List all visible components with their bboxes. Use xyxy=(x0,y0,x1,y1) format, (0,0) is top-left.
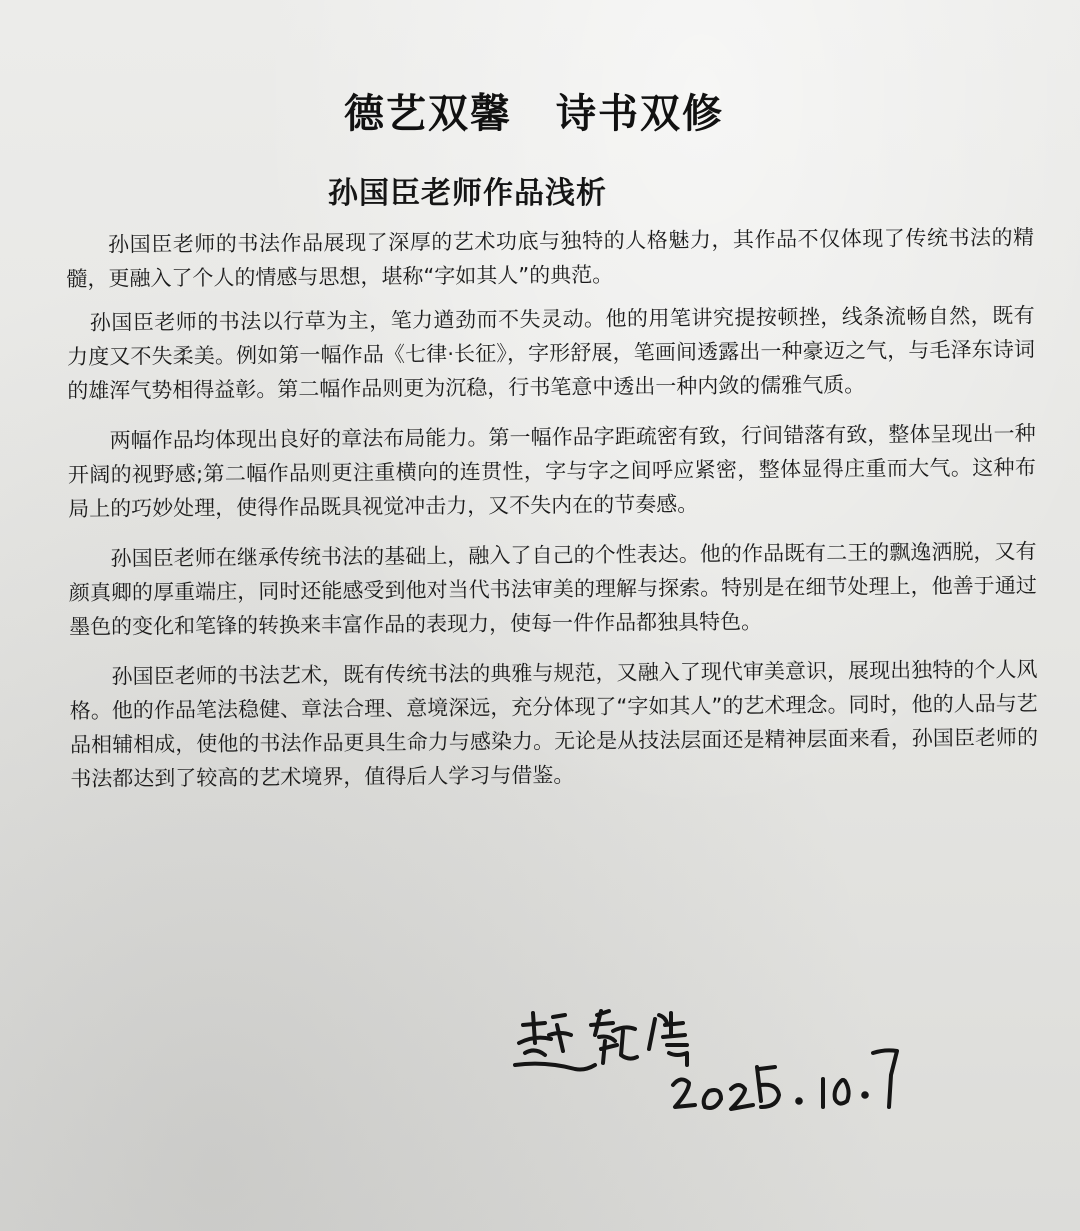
paragraph-1: 孙国臣老师的书法作品展现了深厚的艺术功底与独特的人格魅力，其作品不仅体现了传统书法的精髓，更融入了个人的情感与思想，堪称“字如其人”的典范。 xyxy=(66,225,1035,291)
document-subtitle: 孙国臣老师作品浅析 xyxy=(328,176,607,211)
document-body xyxy=(66,220,1038,796)
signature-date-strokes xyxy=(673,1050,897,1109)
signature-name-strokes xyxy=(515,1011,687,1070)
paragraph-4: 孙国臣老师在继承传统书法的基础上，融入了自己的个性表达。他的作品既有二王的飘逸洒脱，又有颜真卿的厚重端庄，同时还能感受到他对当代书法审美的理解与探索。特别是在细节处理上，他善于通过墨色的变化和笔锋的转换来丰富作品的表现力，使每一件作品都独具特色。 xyxy=(68,539,1037,639)
handwritten-signature xyxy=(505,995,915,1135)
paragraph-5: 孙国臣老师的书法艺术，既有传统书法的典雅与规范，又融入了现代审美意识，展现出独特的个人风格。他的作品笔法稳健、章法合理、意境深远，充分体现了“字如其人”的艺术理念。同时，他的人品与艺品相辅相成，使他的书法作品更具生命力与感染力。无论是从技法层面还是精神层面来看，孙国臣老师的书法都达到了较高的艺术境界，值得后人学习与借鉴。 xyxy=(69,657,1039,791)
title-part-2: 诗书双修 xyxy=(556,91,724,137)
paragraph-3: 两幅作品均体现出良好的章法布局能力。第一幅作品字距疏密有致，行间错落有致，整体呈现出一种开阔的视野感;第二幅作品则更注重横向的连贯性，字与字之间呼应紧密，整体显得庄重而大气。这种布局上的巧妙处理，使得作品既具视觉冲击力，又不失内在的节奏感。 xyxy=(67,421,1037,521)
document-title xyxy=(0,82,1080,139)
paragraph-2: 孙国臣老师的书法以行草为主，笔力遒劲而不失灵动。他的用笔讲究提按顿挫，线条流畅自然，既有力度又不失柔美。例如第一幅作品《七律·长征》，字形舒展，笔画间透露出一种豪迈之气，与毛泽东诗词的雄浑气势相得益彰。第二幅作品则更为沉稳，行书笔意中透出一种内敛的儒雅气质。 xyxy=(66,303,1036,403)
title-part-1: 德艺双馨 xyxy=(344,91,512,137)
